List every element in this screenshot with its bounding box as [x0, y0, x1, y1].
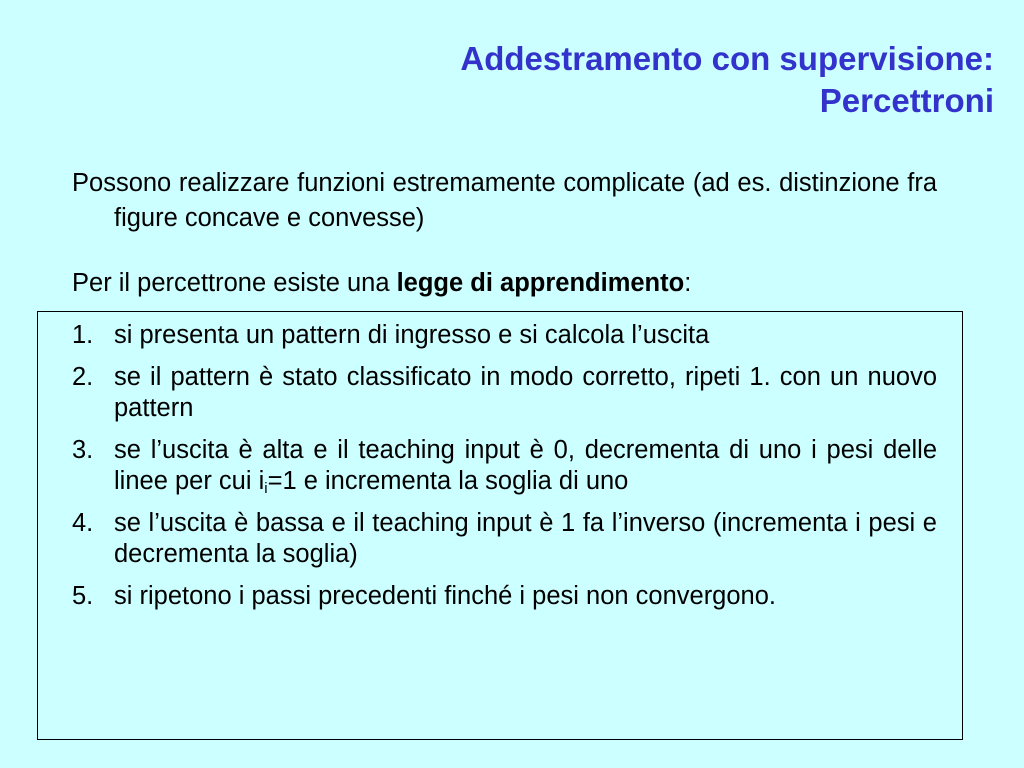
step-number: 4. — [72, 509, 94, 537]
step-item-5 — [72, 581, 937, 612]
step-item-1 — [72, 320, 937, 351]
step-text: se l’uscita è bassa e il teaching input è 1 fa l’inverso (incrementa i pesi e decrementa la soglia) — [114, 509, 937, 568]
rule-prefix: Per il percettrone esiste una — [72, 269, 397, 297]
step-number: 1. — [72, 321, 94, 349]
step-text-before: se l’uscita è alta e il teaching input è 0, decrementa di uno i pesi delle linee per cui i — [114, 436, 937, 495]
step-text: si ripetono i passi precedenti finché i pesi non convergono. — [114, 582, 776, 610]
slide-title-line-1: Addestramento con supervisione: — [460, 40, 994, 77]
slide-title-line-2: Percettroni — [819, 82, 994, 119]
step-text: se il pattern è stato classificato in modo corretto, ripeti 1. con un nuovo pattern — [114, 363, 937, 422]
slide-title — [94, 38, 994, 122]
step-text — [114, 435, 937, 497]
rule-suffix: : — [684, 269, 692, 297]
step-item-4 — [72, 508, 937, 570]
step-number: 3. — [72, 436, 94, 464]
step-text: si presenta un pattern di ingresso e si calcola l’uscita — [114, 321, 710, 349]
steps-list — [72, 320, 937, 623]
step-number: 5. — [72, 582, 94, 610]
step-number: 2. — [72, 363, 94, 391]
step-subscript: i — [264, 480, 268, 497]
step-item-2 — [72, 362, 937, 424]
intro-paragraph: Possono realizzare funzioni estremamente complicate (ad es. distinzione fra figure concave e convesse) — [72, 169, 937, 232]
rule-paragraph — [72, 266, 937, 301]
rule-bold-term: legge di apprendimento — [396, 269, 685, 297]
step-text-after: =1 e incrementa la soglia di uno — [267, 467, 629, 495]
step-item-3 — [72, 435, 937, 497]
